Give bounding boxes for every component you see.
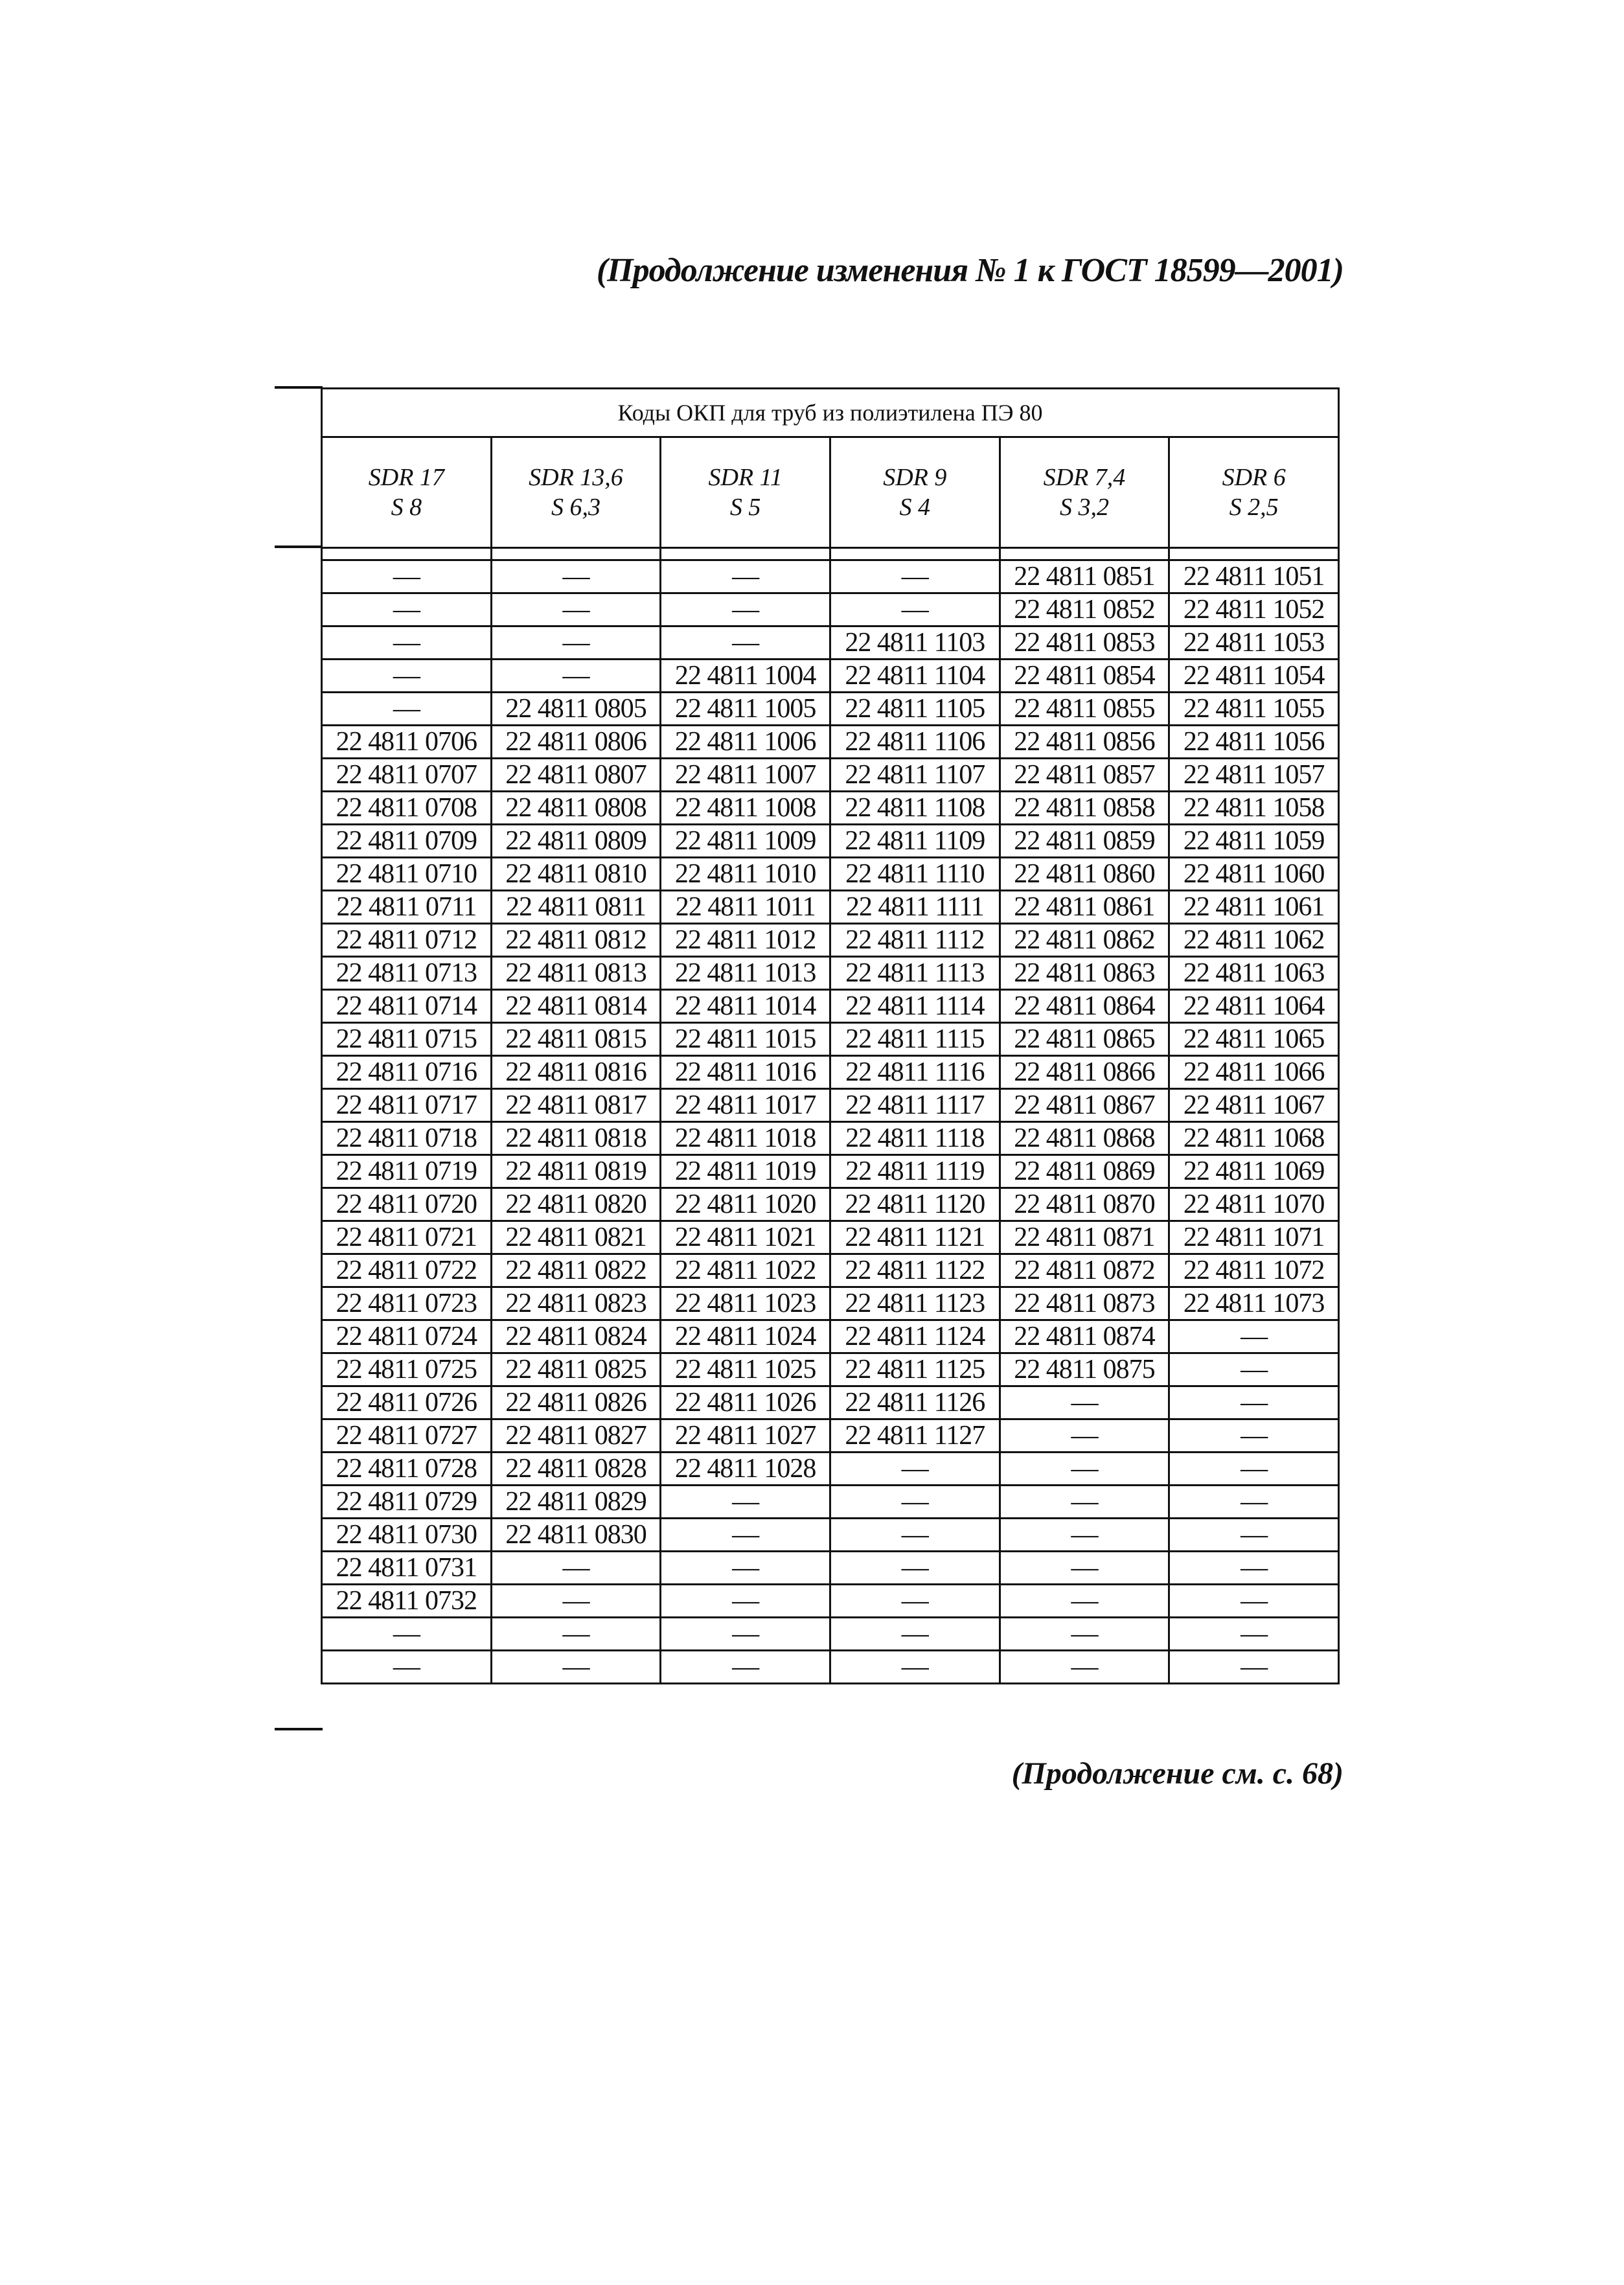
- table-cell: 22 4811 0713: [322, 957, 492, 990]
- table-cell: 22 4811 1062: [1169, 924, 1339, 957]
- table-cell: 22 4811 0722: [322, 1254, 492, 1287]
- table-cell: 22 4811 0858: [1000, 792, 1169, 825]
- table-row: [322, 660, 1339, 693]
- table-row: [322, 1651, 1339, 1684]
- spacer-cell: [661, 548, 830, 560]
- table-cell: 22 4811 1105: [830, 693, 1000, 726]
- table-cell: 22 4811 1103: [830, 626, 1000, 660]
- table-row: [322, 1320, 1339, 1353]
- table-cell: 22 4811 1063: [1169, 957, 1339, 990]
- table-cell: 22 4811 0809: [491, 825, 661, 858]
- table-cell: 22 4811 1067: [1169, 1089, 1339, 1122]
- table-cell: 22 4811 0862: [1000, 924, 1169, 957]
- table-cell: 22 4811 0721: [322, 1221, 492, 1254]
- table-cell: 22 4811 1019: [661, 1155, 830, 1188]
- table-cell: 22 4811 1061: [1169, 891, 1339, 924]
- table-cell: 22 4811 1053: [1169, 626, 1339, 660]
- table-row: [322, 759, 1339, 792]
- table-cell: 22 4811 1069: [1169, 1155, 1339, 1188]
- table-cell: 22 4811 0807: [491, 759, 661, 792]
- table-row: [322, 858, 1339, 891]
- table-cell: 22 4811 0869: [1000, 1155, 1169, 1188]
- table-cell: 22 4811 0856: [1000, 726, 1169, 759]
- spacer-cell: [322, 548, 492, 560]
- table-cell: 22 4811 1112: [830, 924, 1000, 957]
- table-cell: 22 4811 1126: [830, 1386, 1000, 1419]
- table-cell: 22 4811 1066: [1169, 1056, 1339, 1089]
- column-header: [322, 437, 492, 548]
- table-cell: 22 4811 1116: [830, 1056, 1000, 1089]
- table-cell: 22 4811 1109: [830, 825, 1000, 858]
- table-row: [322, 1188, 1339, 1221]
- table-cell: —: [661, 1618, 830, 1651]
- table-cell: 22 4811 0805: [491, 693, 661, 726]
- table-cell: 22 4811 1014: [661, 990, 830, 1023]
- table-cell: 22 4811 0708: [322, 792, 492, 825]
- table-cell: 22 4811 0823: [491, 1287, 661, 1320]
- table-row: [322, 1155, 1339, 1188]
- table-row: [322, 1287, 1339, 1320]
- table-cell: 22 4811 1008: [661, 792, 830, 825]
- table-cell: 22 4811 1060: [1169, 858, 1339, 891]
- table-cell: 22 4811 0725: [322, 1353, 492, 1386]
- table-cell: 22 4811 1052: [1169, 593, 1339, 626]
- table-cell: 22 4811 0718: [322, 1122, 492, 1155]
- table-cell: —: [491, 626, 661, 660]
- table-cell: —: [322, 693, 492, 726]
- table-cell: 22 4811 1023: [661, 1287, 830, 1320]
- table-cell: 22 4811 1027: [661, 1419, 830, 1453]
- table-cell: 22 4811 0711: [322, 891, 492, 924]
- table-row: [322, 1089, 1339, 1122]
- column-sdr: SDR 13,6: [529, 464, 623, 491]
- table-cell: 22 4811 0715: [322, 1023, 492, 1056]
- table-cell: 22 4811 1113: [830, 957, 1000, 990]
- table-cell: 22 4811 1114: [830, 990, 1000, 1023]
- column-header: [1169, 437, 1339, 548]
- table-cell: 22 4811 1125: [830, 1353, 1000, 1386]
- table-cell: —: [1169, 1419, 1339, 1453]
- table-cell: 22 4811 1051: [1169, 560, 1339, 593]
- column-s: S 4: [899, 494, 931, 521]
- table-cell: 22 4811 1015: [661, 1023, 830, 1056]
- table-cell: 22 4811 0866: [1000, 1056, 1169, 1089]
- table-cell: 22 4811 0863: [1000, 957, 1169, 990]
- table-cell: 22 4811 0810: [491, 858, 661, 891]
- table-cell: 22 4811 0865: [1000, 1023, 1169, 1056]
- table-cell: —: [322, 1618, 492, 1651]
- table-cell: —: [322, 560, 492, 593]
- table-cell: 22 4811 1012: [661, 924, 830, 957]
- table-cell: —: [1169, 1320, 1339, 1353]
- table-cell: —: [1000, 1651, 1169, 1684]
- table-title-row: [322, 389, 1339, 437]
- table-cell: —: [1169, 1618, 1339, 1651]
- table-cell: 22 4811 1016: [661, 1056, 830, 1089]
- table-cell: 22 4811 0826: [491, 1386, 661, 1419]
- table-cell: —: [1169, 1519, 1339, 1552]
- table-cell: —: [491, 1618, 661, 1651]
- table-cell: 22 4811 0816: [491, 1056, 661, 1089]
- table-cell: —: [491, 1552, 661, 1585]
- table-cell: 22 4811 1022: [661, 1254, 830, 1287]
- column-header: [661, 437, 830, 548]
- table-cell: 22 4811 0861: [1000, 891, 1169, 924]
- table-cell: 22 4811 1004: [661, 660, 830, 693]
- table-cell: 22 4811 1124: [830, 1320, 1000, 1353]
- table-row: [322, 1419, 1339, 1453]
- column-sdr: SDR 11: [708, 464, 783, 491]
- table-lead-line-top: [275, 386, 323, 389]
- table-cell: 22 4811 0720: [322, 1188, 492, 1221]
- table-cell: 22 4811 1127: [830, 1419, 1000, 1453]
- column-header: [830, 437, 1000, 548]
- table-cell: 22 4811 0818: [491, 1122, 661, 1155]
- table-cell: 22 4811 1073: [1169, 1287, 1339, 1320]
- table-row: [322, 957, 1339, 990]
- table-row: [322, 560, 1339, 593]
- table-cell: 22 4811 0729: [322, 1486, 492, 1519]
- table-cell: —: [830, 1552, 1000, 1585]
- spacer-cell: [1169, 548, 1339, 560]
- table-cell: 22 4811 0829: [491, 1486, 661, 1519]
- table-cell: 22 4811 0873: [1000, 1287, 1169, 1320]
- column-sdr: SDR 9: [883, 464, 947, 491]
- table-cell: —: [491, 593, 661, 626]
- table-cell: 22 4811 0719: [322, 1155, 492, 1188]
- spacer-cell: [1000, 548, 1169, 560]
- column-header-row: [322, 437, 1339, 548]
- table-cell: 22 4811 0709: [322, 825, 492, 858]
- table-cell: 22 4811 1006: [661, 726, 830, 759]
- table-cell: 22 4811 1007: [661, 759, 830, 792]
- table-row: [322, 792, 1339, 825]
- table-cell: 22 4811 1115: [830, 1023, 1000, 1056]
- table-cell: 22 4811 0860: [1000, 858, 1169, 891]
- table-cell: 22 4811 1056: [1169, 726, 1339, 759]
- table-row: [322, 1552, 1339, 1585]
- table-cell: 22 4811 1065: [1169, 1023, 1339, 1056]
- table-cell: —: [661, 1552, 830, 1585]
- table-cell: —: [1000, 1552, 1169, 1585]
- table-title: Коды ОКП для труб из полиэтилена ПЭ 80: [322, 389, 1339, 437]
- table-cell: 22 4811 0828: [491, 1453, 661, 1486]
- table-cell: 22 4811 0726: [322, 1386, 492, 1419]
- column-header: [1000, 437, 1169, 548]
- table-cell: 22 4811 0728: [322, 1453, 492, 1486]
- table-cell: —: [1000, 1453, 1169, 1486]
- table-cell: 22 4811 0830: [491, 1519, 661, 1552]
- table-cell: 22 4811 1018: [661, 1122, 830, 1155]
- table-row: [322, 990, 1339, 1023]
- table-cell: 22 4811 0868: [1000, 1122, 1169, 1155]
- table-row: [322, 924, 1339, 957]
- column-s: S 3,2: [1059, 494, 1109, 521]
- table-cell: 22 4811 0714: [322, 990, 492, 1023]
- table-cell: 22 4811 1106: [830, 726, 1000, 759]
- table-cell: 22 4811 0825: [491, 1353, 661, 1386]
- table-cell: 22 4811 1054: [1169, 660, 1339, 693]
- table-cell: 22 4811 1071: [1169, 1221, 1339, 1254]
- table-cell: —: [661, 626, 830, 660]
- table-cell: 22 4811 1068: [1169, 1122, 1339, 1155]
- table-cell: 22 4811 1070: [1169, 1188, 1339, 1221]
- table-cell: 22 4811 1026: [661, 1386, 830, 1419]
- table-cell: 22 4811 0864: [1000, 990, 1169, 1023]
- table-row: [322, 1453, 1339, 1486]
- table-cell: 22 4811 1111: [830, 891, 1000, 924]
- table-cell: —: [830, 1618, 1000, 1651]
- spacer-cell: [491, 548, 661, 560]
- table-cell: —: [322, 593, 492, 626]
- table-cell: —: [1000, 1486, 1169, 1519]
- table-cell: —: [491, 1651, 661, 1684]
- table-cell: 22 4811 1123: [830, 1287, 1000, 1320]
- table-row: [322, 1486, 1339, 1519]
- table-cell: 22 4811 1017: [661, 1089, 830, 1122]
- table-cell: 22 4811 0855: [1000, 693, 1169, 726]
- table-row: [322, 1519, 1339, 1552]
- table-cell: 22 4811 0730: [322, 1519, 492, 1552]
- table-cell: 22 4811 0706: [322, 726, 492, 759]
- table-cell: 22 4811 1108: [830, 792, 1000, 825]
- table-cell: 22 4811 1025: [661, 1353, 830, 1386]
- table-cell: —: [1169, 1353, 1339, 1386]
- table-row: [322, 1023, 1339, 1056]
- table-cell: 22 4811 0852: [1000, 593, 1169, 626]
- table-cell: —: [322, 660, 492, 693]
- table-row: [322, 726, 1339, 759]
- table-cell: —: [830, 1486, 1000, 1519]
- table-cell: 22 4811 0854: [1000, 660, 1169, 693]
- table-cell: —: [830, 560, 1000, 593]
- table-cell: 22 4811 1110: [830, 858, 1000, 891]
- table-cell: —: [661, 1519, 830, 1552]
- table-cell: 22 4811 0859: [1000, 825, 1169, 858]
- table-row: [322, 1585, 1339, 1618]
- table-cell: 22 4811 0867: [1000, 1089, 1169, 1122]
- table-row: [322, 693, 1339, 726]
- table-cell: 22 4811 0814: [491, 990, 661, 1023]
- column-sdr: SDR 17: [368, 464, 444, 491]
- table-cell: 22 4811 0875: [1000, 1353, 1169, 1386]
- table-cell: 22 4811 0712: [322, 924, 492, 957]
- table-cell: —: [1169, 1552, 1339, 1585]
- column-s: S 6,3: [551, 494, 600, 521]
- table-cell: 22 4811 1055: [1169, 693, 1339, 726]
- table-cell: 22 4811 0819: [491, 1155, 661, 1188]
- table-cell: 22 4811 0707: [322, 759, 492, 792]
- table-cell: —: [491, 1585, 661, 1618]
- table-cell: 22 4811 1058: [1169, 792, 1339, 825]
- table-cell: 22 4811 1024: [661, 1320, 830, 1353]
- table-row: [322, 1618, 1339, 1651]
- table-cell: 22 4811 1064: [1169, 990, 1339, 1023]
- table-cell: 22 4811 0808: [491, 792, 661, 825]
- table-row: [322, 1353, 1339, 1386]
- table-cell: 22 4811 1010: [661, 858, 830, 891]
- table-cell: 22 4811 1011: [661, 891, 830, 924]
- table-cell: 22 4811 1009: [661, 825, 830, 858]
- table-cell: 22 4811 0812: [491, 924, 661, 957]
- table-cell: —: [661, 1585, 830, 1618]
- table-cell: 22 4811 0872: [1000, 1254, 1169, 1287]
- table-cell: —: [661, 1651, 830, 1684]
- table-row: [322, 825, 1339, 858]
- table-cell: 22 4811 1021: [661, 1221, 830, 1254]
- table-cell: —: [830, 1453, 1000, 1486]
- table-cell: 22 4811 1104: [830, 660, 1000, 693]
- table-cell: 22 4811 0732: [322, 1585, 492, 1618]
- table-cell: 22 4811 0716: [322, 1056, 492, 1089]
- table-cell: 22 4811 1117: [830, 1089, 1000, 1122]
- table-cell: —: [491, 560, 661, 593]
- column-s: S 5: [729, 494, 761, 521]
- table-cell: 22 4811 1072: [1169, 1254, 1339, 1287]
- table-cell: 22 4811 1122: [830, 1254, 1000, 1287]
- table-cell: —: [1000, 1386, 1169, 1419]
- table-cell: —: [1169, 1386, 1339, 1419]
- okp-codes-table: [321, 387, 1340, 1684]
- page-footer: (Продолжение см. с. 68): [1011, 1756, 1344, 1791]
- table-cell: 22 4811 0724: [322, 1320, 492, 1353]
- table-cell: —: [830, 593, 1000, 626]
- table-cell: 22 4811 0813: [491, 957, 661, 990]
- column-header: [491, 437, 661, 548]
- table-cell: 22 4811 0827: [491, 1419, 661, 1453]
- table-cell: —: [830, 1585, 1000, 1618]
- table-lead-line-bottom: [275, 1728, 323, 1730]
- table-cell: 22 4811 0851: [1000, 560, 1169, 593]
- table-cell: —: [830, 1651, 1000, 1684]
- table-cell: 22 4811 1005: [661, 693, 830, 726]
- table-cell: —: [1000, 1419, 1169, 1453]
- table-cell: 22 4811 0723: [322, 1287, 492, 1320]
- table-cell: 22 4811 1013: [661, 957, 830, 990]
- table-cell: —: [1169, 1585, 1339, 1618]
- table-cell: 22 4811 0821: [491, 1221, 661, 1254]
- table-cell: —: [1000, 1519, 1169, 1552]
- table-cell: —: [1000, 1618, 1169, 1651]
- table-cell: 22 4811 0817: [491, 1089, 661, 1122]
- table-cell: —: [1000, 1585, 1169, 1618]
- table-cell: 22 4811 0853: [1000, 626, 1169, 660]
- table-cell: —: [322, 626, 492, 660]
- table-cell: 22 4811 0824: [491, 1320, 661, 1353]
- table-cell: 22 4811 0717: [322, 1089, 492, 1122]
- column-sdr: SDR 6: [1222, 464, 1286, 491]
- table-cell: 22 4811 0710: [322, 858, 492, 891]
- table-row: [322, 1254, 1339, 1287]
- table-row: [322, 1056, 1339, 1089]
- table-cell: 22 4811 0874: [1000, 1320, 1169, 1353]
- table-cell: 22 4811 1107: [830, 759, 1000, 792]
- table-cell: 22 4811 0811: [491, 891, 661, 924]
- table-cell: 22 4811 0731: [322, 1552, 492, 1585]
- table-cell: —: [661, 593, 830, 626]
- table-cell: 22 4811 0871: [1000, 1221, 1169, 1254]
- table-row: [322, 1386, 1339, 1419]
- table-cell: 22 4811 0822: [491, 1254, 661, 1287]
- table-cell: 22 4811 1028: [661, 1453, 830, 1486]
- column-s: S 8: [391, 494, 422, 521]
- table-cell: 22 4811 0815: [491, 1023, 661, 1056]
- table-cell: 22 4811 1120: [830, 1188, 1000, 1221]
- table-cell: —: [1169, 1651, 1339, 1684]
- table-cell: 22 4811 1118: [830, 1122, 1000, 1155]
- table-cell: 22 4811 0870: [1000, 1188, 1169, 1221]
- table-row: [322, 1221, 1339, 1254]
- table-row: [322, 891, 1339, 924]
- table-row: [322, 1122, 1339, 1155]
- table-cell: —: [1169, 1453, 1339, 1486]
- table-row: [322, 593, 1339, 626]
- table-body: [322, 560, 1339, 1684]
- table-cell: —: [830, 1519, 1000, 1552]
- header-spacer-row: [322, 548, 1339, 560]
- table-cell: 22 4811 0727: [322, 1419, 492, 1453]
- table-cell: 22 4811 1059: [1169, 825, 1339, 858]
- table-cell: 22 4811 0857: [1000, 759, 1169, 792]
- table-lead-line-middle: [275, 545, 323, 548]
- table-cell: —: [1169, 1486, 1339, 1519]
- table-cell: 22 4811 0806: [491, 726, 661, 759]
- table-cell: 22 4811 1119: [830, 1155, 1000, 1188]
- page-header: (Продолжение изменения № 1 к ГОСТ 18599—2001): [596, 252, 1344, 289]
- table-cell: 22 4811 1121: [830, 1221, 1000, 1254]
- table-row: [322, 626, 1339, 660]
- table-cell: —: [661, 1486, 830, 1519]
- table-cell: —: [322, 1651, 492, 1684]
- table-cell: 22 4811 0820: [491, 1188, 661, 1221]
- table-cell: 22 4811 1057: [1169, 759, 1339, 792]
- column-s: S 2,5: [1229, 494, 1279, 521]
- table-cell: 22 4811 1020: [661, 1188, 830, 1221]
- table-cell: —: [661, 560, 830, 593]
- spacer-cell: [830, 548, 1000, 560]
- column-sdr: SDR 7,4: [1043, 464, 1126, 491]
- table-cell: —: [491, 660, 661, 693]
